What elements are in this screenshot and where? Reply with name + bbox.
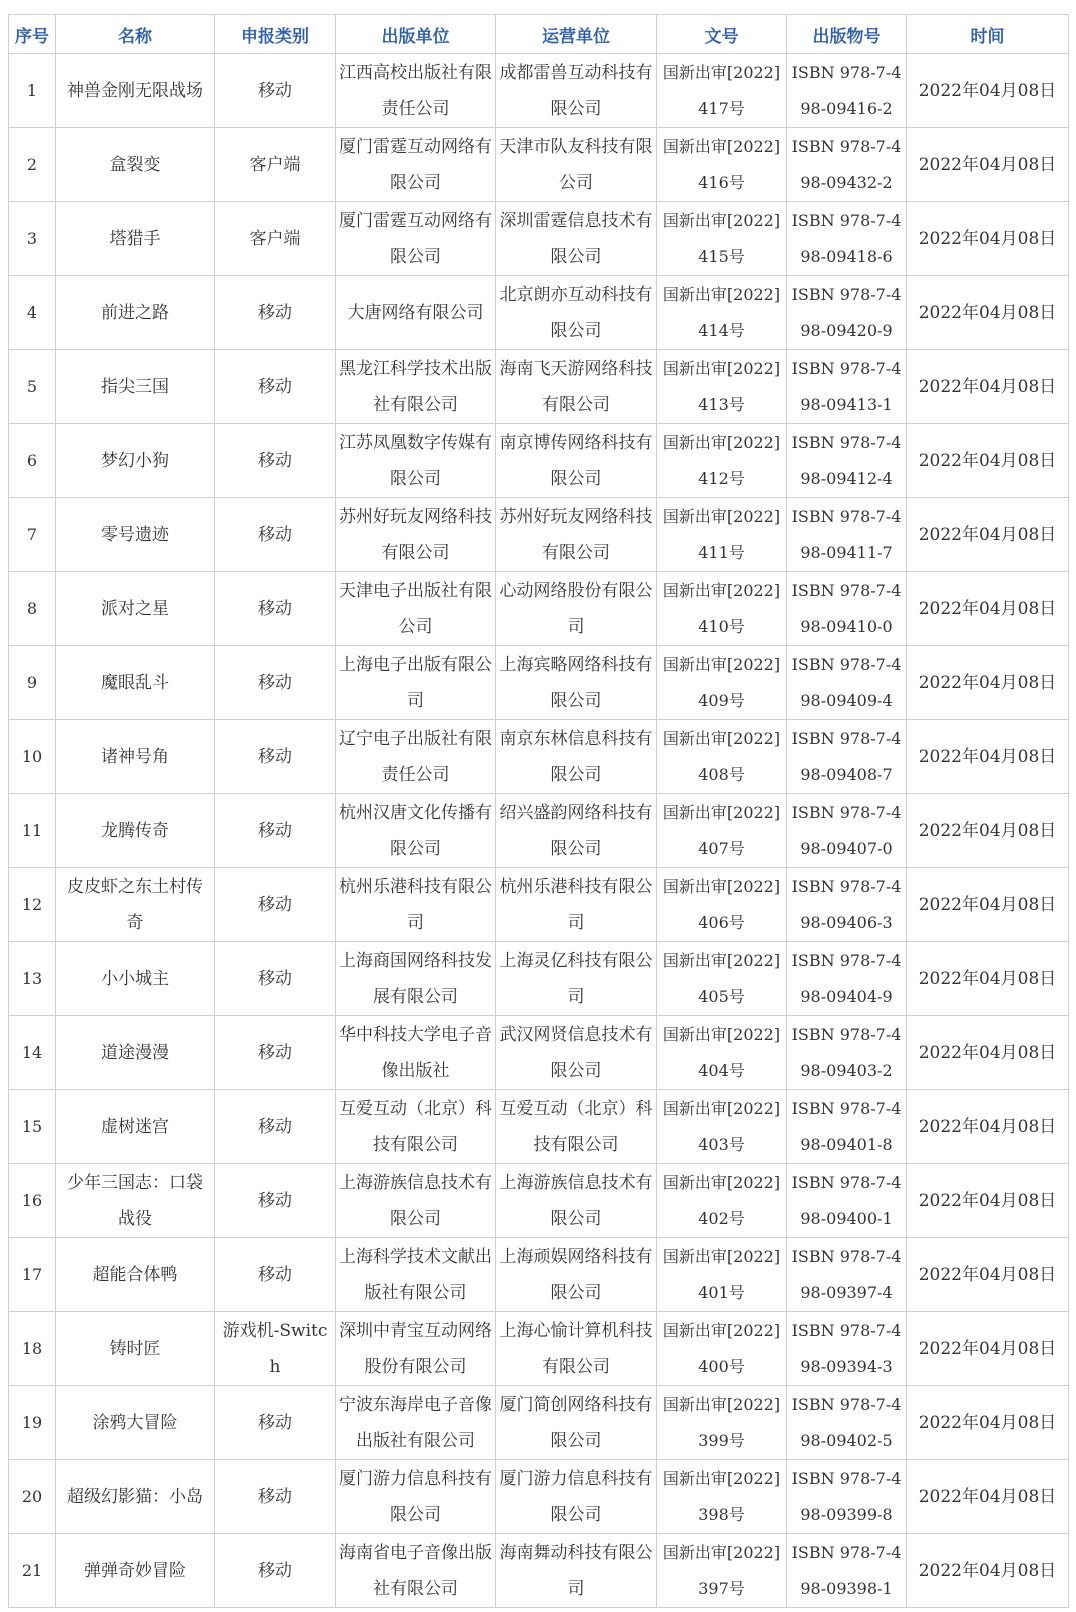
cell-index: 12 (9, 868, 56, 942)
cell-index: 13 (9, 942, 56, 1016)
cell-publisher: 海南省电子音像出版社有限公司 (336, 1534, 496, 1608)
cell-name: 弹弹奇妙冒险 (56, 1534, 215, 1608)
cell-date: 2022年04月08日 (907, 868, 1069, 942)
cell-operator: 杭州乐港科技有限公司 (496, 868, 657, 942)
cell-date: 2022年04月08日 (907, 1312, 1069, 1386)
cell-date: 2022年04月08日 (907, 498, 1069, 572)
table-row (9, 1386, 1069, 1460)
cell-document-number: 国新出审[2022]403号 (657, 1090, 787, 1164)
game-approval-table (8, 14, 1069, 1608)
cell-publisher: 宁波东海岸电子音像出版社有限公司 (336, 1386, 496, 1460)
cell-publisher: 上海游族信息技术有限公司 (336, 1164, 496, 1238)
cell-date: 2022年04月08日 (907, 646, 1069, 720)
table-row (9, 572, 1069, 646)
cell-document-number: 国新出审[2022]408号 (657, 720, 787, 794)
cell-document-number: 国新出审[2022]404号 (657, 1016, 787, 1090)
cell-isbn: ISBN 978-7-498-09406-3 (787, 868, 907, 942)
cell-operator: 上海宾略网络科技有限公司 (496, 646, 657, 720)
cell-category: 移动 (215, 498, 336, 572)
cell-operator: 厦门游力信息科技有限公司 (496, 1460, 657, 1534)
approval-table-container (8, 14, 1069, 1608)
cell-isbn: ISBN 978-7-498-09411-7 (787, 498, 907, 572)
cell-date: 2022年04月08日 (907, 1016, 1069, 1090)
cell-name: 诸神号角 (56, 720, 215, 794)
cell-date: 2022年04月08日 (907, 720, 1069, 794)
header-index: 序号 (9, 15, 56, 54)
table-row (9, 276, 1069, 350)
cell-publisher: 厦门游力信息科技有限公司 (336, 1460, 496, 1534)
cell-category: 移动 (215, 794, 336, 868)
cell-document-number: 国新出审[2022]398号 (657, 1460, 787, 1534)
cell-isbn: ISBN 978-7-498-09394-3 (787, 1312, 907, 1386)
cell-index: 3 (9, 202, 56, 276)
cell-name: 小小城主 (56, 942, 215, 1016)
cell-isbn: ISBN 978-7-498-09412-4 (787, 424, 907, 498)
table-row (9, 202, 1069, 276)
cell-isbn: ISBN 978-7-498-09404-9 (787, 942, 907, 1016)
cell-category: 移动 (215, 276, 336, 350)
cell-category: 移动 (215, 1238, 336, 1312)
cell-operator: 海南飞天游网络科技有限公司 (496, 350, 657, 424)
cell-index: 1 (9, 54, 56, 128)
cell-name: 梦幻小狗 (56, 424, 215, 498)
table-row (9, 1238, 1069, 1312)
cell-isbn: ISBN 978-7-498-09401-8 (787, 1090, 907, 1164)
cell-category: 客户端 (215, 128, 336, 202)
cell-index: 5 (9, 350, 56, 424)
cell-publisher: 江苏凤凰数字传媒有限公司 (336, 424, 496, 498)
cell-publisher: 深圳中青宝互动网络股份有限公司 (336, 1312, 496, 1386)
cell-category: 移动 (215, 1090, 336, 1164)
cell-category: 移动 (215, 1386, 336, 1460)
cell-date: 2022年04月08日 (907, 572, 1069, 646)
cell-document-number: 国新出审[2022]399号 (657, 1386, 787, 1460)
cell-index: 10 (9, 720, 56, 794)
cell-name: 前进之路 (56, 276, 215, 350)
cell-index: 19 (9, 1386, 56, 1460)
cell-publisher: 苏州好玩友网络科技有限公司 (336, 498, 496, 572)
cell-document-number: 国新出审[2022]411号 (657, 498, 787, 572)
table-row (9, 498, 1069, 572)
cell-operator: 北京朗亦互动科技有限公司 (496, 276, 657, 350)
table-row (9, 1090, 1069, 1164)
cell-publisher: 杭州汉唐文化传播有限公司 (336, 794, 496, 868)
header-name: 名称 (56, 15, 215, 54)
cell-operator: 武汉网贤信息技术有限公司 (496, 1016, 657, 1090)
cell-operator: 成都雷兽互动科技有限公司 (496, 54, 657, 128)
cell-publisher: 上海科学技术文献出版社有限公司 (336, 1238, 496, 1312)
cell-operator: 苏州好玩友网络科技有限公司 (496, 498, 657, 572)
cell-name: 铸时匠 (56, 1312, 215, 1386)
cell-category: 移动 (215, 1164, 336, 1238)
cell-publisher: 杭州乐港科技有限公司 (336, 868, 496, 942)
cell-index: 9 (9, 646, 56, 720)
cell-document-number: 国新出审[2022]414号 (657, 276, 787, 350)
cell-operator: 海南舞动科技有限公司 (496, 1534, 657, 1608)
cell-name: 少年三国志：口袋战役 (56, 1164, 215, 1238)
cell-category: 移动 (215, 868, 336, 942)
cell-document-number: 国新出审[2022]409号 (657, 646, 787, 720)
cell-isbn: ISBN 978-7-498-09398-1 (787, 1534, 907, 1608)
cell-publisher: 黑龙江科学技术出版社有限公司 (336, 350, 496, 424)
cell-publisher: 华中科技大学电子音像出版社 (336, 1016, 496, 1090)
cell-document-number: 国新出审[2022]410号 (657, 572, 787, 646)
cell-category: 移动 (215, 646, 336, 720)
table-row (9, 128, 1069, 202)
cell-index: 17 (9, 1238, 56, 1312)
cell-index: 20 (9, 1460, 56, 1534)
cell-date: 2022年04月08日 (907, 424, 1069, 498)
cell-operator: 上海心愉计算机科技有限公司 (496, 1312, 657, 1386)
cell-publisher: 天津电子出版社有限公司 (336, 572, 496, 646)
cell-date: 2022年04月08日 (907, 794, 1069, 868)
table-header-row (9, 15, 1069, 54)
cell-date: 2022年04月08日 (907, 1534, 1069, 1608)
table-row (9, 1460, 1069, 1534)
cell-publisher: 厦门雷霆互动网络有限公司 (336, 128, 496, 202)
cell-publisher: 厦门雷霆互动网络有限公司 (336, 202, 496, 276)
cell-isbn: ISBN 978-7-498-09402-5 (787, 1386, 907, 1460)
cell-date: 2022年04月08日 (907, 128, 1069, 202)
cell-document-number: 国新出审[2022]401号 (657, 1238, 787, 1312)
cell-name: 魔眼乱斗 (56, 646, 215, 720)
cell-name: 皮皮虾之东土村传奇 (56, 868, 215, 942)
cell-name: 龙腾传奇 (56, 794, 215, 868)
cell-category: 移动 (215, 942, 336, 1016)
cell-operator: 深圳雷霆信息技术有限公司 (496, 202, 657, 276)
table-row (9, 350, 1069, 424)
cell-publisher: 上海电子出版有限公司 (336, 646, 496, 720)
cell-document-number: 国新出审[2022]415号 (657, 202, 787, 276)
cell-isbn: ISBN 978-7-498-09403-2 (787, 1016, 907, 1090)
cell-date: 2022年04月08日 (907, 1460, 1069, 1534)
table-row (9, 1534, 1069, 1608)
cell-name: 零号遗迹 (56, 498, 215, 572)
cell-operator: 南京博传网络科技有限公司 (496, 424, 657, 498)
cell-date: 2022年04月08日 (907, 1090, 1069, 1164)
cell-name: 盒裂变 (56, 128, 215, 202)
cell-document-number: 国新出审[2022]417号 (657, 54, 787, 128)
cell-operator: 南京东林信息科技有限公司 (496, 720, 657, 794)
cell-category: 游戏机-Switch (215, 1312, 336, 1386)
cell-isbn: ISBN 978-7-498-09420-9 (787, 276, 907, 350)
cell-index: 14 (9, 1016, 56, 1090)
table-row (9, 868, 1069, 942)
cell-isbn: ISBN 978-7-498-09408-7 (787, 720, 907, 794)
table-row (9, 54, 1069, 128)
cell-index: 15 (9, 1090, 56, 1164)
cell-publisher: 江西高校出版社有限责任公司 (336, 54, 496, 128)
table-row (9, 720, 1069, 794)
cell-category: 移动 (215, 350, 336, 424)
cell-document-number: 国新出审[2022]412号 (657, 424, 787, 498)
cell-index: 18 (9, 1312, 56, 1386)
table-row (9, 646, 1069, 720)
cell-date: 2022年04月08日 (907, 276, 1069, 350)
cell-document-number: 国新出审[2022]413号 (657, 350, 787, 424)
table-row (9, 424, 1069, 498)
cell-date: 2022年04月08日 (907, 350, 1069, 424)
table-row (9, 794, 1069, 868)
cell-document-number: 国新出审[2022]405号 (657, 942, 787, 1016)
cell-date: 2022年04月08日 (907, 1386, 1069, 1460)
cell-category: 移动 (215, 424, 336, 498)
cell-category: 移动 (215, 1016, 336, 1090)
header-date: 时间 (907, 15, 1069, 54)
cell-date: 2022年04月08日 (907, 202, 1069, 276)
table-row (9, 1016, 1069, 1090)
cell-category: 移动 (215, 720, 336, 794)
cell-document-number: 国新出审[2022]402号 (657, 1164, 787, 1238)
cell-operator: 心动网络股份有限公司 (496, 572, 657, 646)
cell-isbn: ISBN 978-7-498-09418-6 (787, 202, 907, 276)
cell-index: 8 (9, 572, 56, 646)
cell-document-number: 国新出审[2022]400号 (657, 1312, 787, 1386)
cell-index: 2 (9, 128, 56, 202)
cell-index: 7 (9, 498, 56, 572)
cell-isbn: ISBN 978-7-498-09416-2 (787, 54, 907, 128)
table-row (9, 1164, 1069, 1238)
cell-index: 16 (9, 1164, 56, 1238)
cell-name: 超级幻影猫：小岛 (56, 1460, 215, 1534)
cell-isbn: ISBN 978-7-498-09410-0 (787, 572, 907, 646)
header-document-number: 文号 (657, 15, 787, 54)
cell-operator: 上海顽娱网络科技有限公司 (496, 1238, 657, 1312)
cell-publisher: 辽宁电子出版社有限责任公司 (336, 720, 496, 794)
cell-name: 道途漫漫 (56, 1016, 215, 1090)
cell-isbn: ISBN 978-7-498-09397-4 (787, 1238, 907, 1312)
cell-date: 2022年04月08日 (907, 1238, 1069, 1312)
cell-document-number: 国新出审[2022]416号 (657, 128, 787, 202)
header-category: 申报类别 (215, 15, 336, 54)
cell-isbn: ISBN 978-7-498-09399-8 (787, 1460, 907, 1534)
cell-index: 6 (9, 424, 56, 498)
cell-publisher: 上海商国网络科技发展有限公司 (336, 942, 496, 1016)
cell-date: 2022年04月08日 (907, 54, 1069, 128)
cell-operator: 上海游族信息技术有限公司 (496, 1164, 657, 1238)
cell-category: 客户端 (215, 202, 336, 276)
cell-category: 移动 (215, 1460, 336, 1534)
cell-isbn: ISBN 978-7-498-09407-0 (787, 794, 907, 868)
cell-publisher: 互爱互动（北京）科技有限公司 (336, 1090, 496, 1164)
cell-name: 派对之星 (56, 572, 215, 646)
cell-category: 移动 (215, 572, 336, 646)
cell-date: 2022年04月08日 (907, 1164, 1069, 1238)
cell-name: 涂鸦大冒险 (56, 1386, 215, 1460)
cell-index: 11 (9, 794, 56, 868)
cell-index: 21 (9, 1534, 56, 1608)
cell-name: 塔猎手 (56, 202, 215, 276)
cell-name: 虚树迷宫 (56, 1090, 215, 1164)
cell-operator: 上海灵亿科技有限公司 (496, 942, 657, 1016)
cell-operator: 绍兴盛韵网络科技有限公司 (496, 794, 657, 868)
cell-index: 4 (9, 276, 56, 350)
cell-isbn: ISBN 978-7-498-09409-4 (787, 646, 907, 720)
header-publisher: 出版单位 (336, 15, 496, 54)
cell-document-number: 国新出审[2022]406号 (657, 868, 787, 942)
cell-operator: 互爱互动（北京）科技有限公司 (496, 1090, 657, 1164)
header-isbn: 出版物号 (787, 15, 907, 54)
cell-document-number: 国新出审[2022]407号 (657, 794, 787, 868)
table-row (9, 942, 1069, 1016)
cell-name: 神兽金刚无限战场 (56, 54, 215, 128)
cell-name: 指尖三国 (56, 350, 215, 424)
cell-category: 移动 (215, 54, 336, 128)
table-row (9, 1312, 1069, 1386)
cell-date: 2022年04月08日 (907, 942, 1069, 1016)
cell-operator: 厦门简创网络科技有限公司 (496, 1386, 657, 1460)
cell-name: 超能合体鸭 (56, 1238, 215, 1312)
header-operator: 运营单位 (496, 15, 657, 54)
cell-publisher: 大唐网络有限公司 (336, 276, 496, 350)
cell-document-number: 国新出审[2022]397号 (657, 1534, 787, 1608)
cell-isbn: ISBN 978-7-498-09432-2 (787, 128, 907, 202)
cell-isbn: ISBN 978-7-498-09400-1 (787, 1164, 907, 1238)
table-body (9, 54, 1069, 1608)
cell-operator: 天津市队友科技有限公司 (496, 128, 657, 202)
cell-category: 移动 (215, 1534, 336, 1608)
cell-isbn: ISBN 978-7-498-09413-1 (787, 350, 907, 424)
